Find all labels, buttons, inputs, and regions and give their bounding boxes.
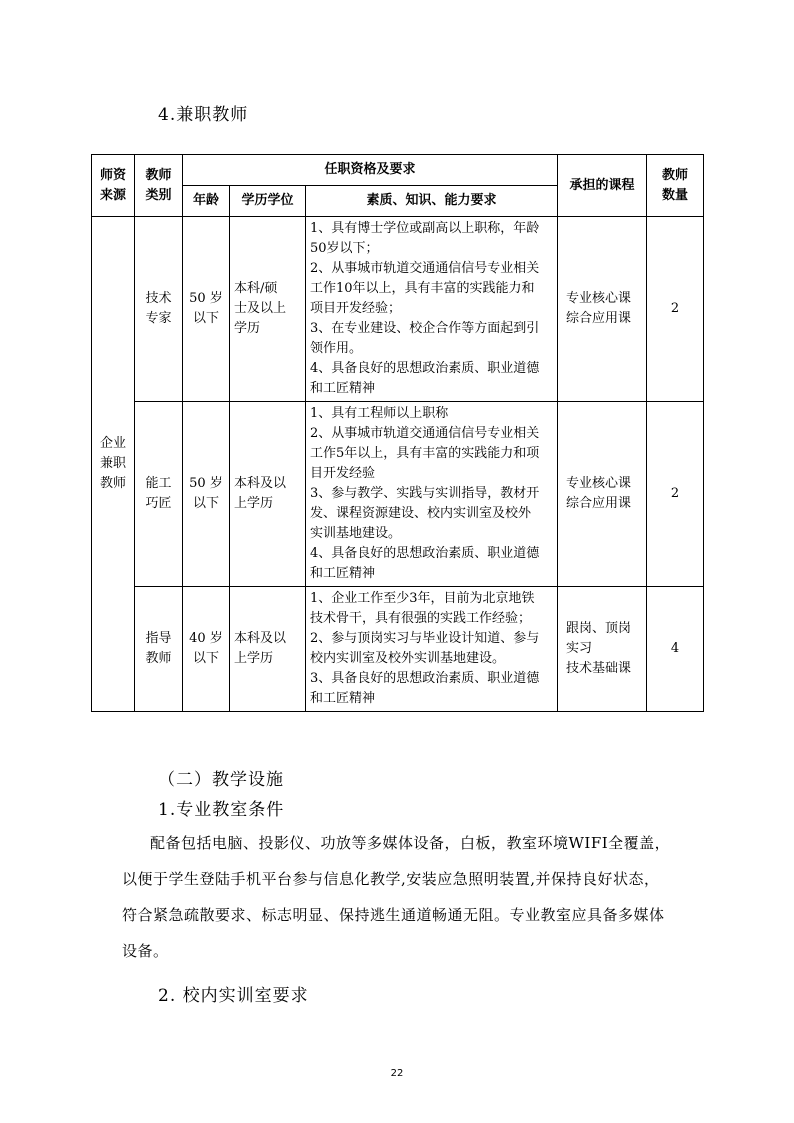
- degree-cell: 本科及以 上学历: [230, 587, 306, 712]
- type-cell: 能工 巧匠: [135, 402, 183, 587]
- section-title-teaching-facilities: （二）教学设施: [158, 770, 284, 790]
- header-ability: 素质、知识、能力要求: [306, 186, 558, 217]
- header-type: 教师 类别: [135, 155, 183, 217]
- header-qualification: 任职资格及要求: [183, 155, 558, 186]
- courses-cell: 跟岗、顶岗 实习 技术基础课: [558, 587, 647, 712]
- count-cell: 2: [647, 217, 704, 402]
- header-source: 师资 来源: [92, 155, 135, 217]
- count-cell: 4: [647, 587, 704, 712]
- courses-cell: 专业核心课 综合应用课: [558, 217, 647, 402]
- age-cell: 50 岁 以下: [183, 217, 230, 402]
- part-time-teacher-table: [91, 154, 704, 712]
- page-number: 22: [390, 1068, 404, 1079]
- age-cell: 50 岁 以下: [183, 402, 230, 587]
- classroom-paragraph: [122, 825, 682, 969]
- courses-cell: 专业核心课 综合应用课: [558, 402, 647, 587]
- subsection-classroom-conditions: 1.专业教室条件: [158, 800, 285, 820]
- table-row: [92, 587, 704, 712]
- header-age: 年龄: [183, 186, 230, 217]
- degree-cell: 本科/硕 士及以上 学历: [230, 217, 306, 402]
- age-cell: 40 岁 以下: [183, 587, 230, 712]
- paragraph-line: 以便于学生登陆手机平台参与信息化教学,安装应急照明装置,并保持良好状态，: [122, 870, 660, 888]
- subsection-training-room: 2. 校内实训室要求: [158, 986, 309, 1006]
- degree-cell: 本科及以 上学历: [230, 402, 306, 587]
- count-cell: 2: [647, 402, 704, 587]
- header-count: 教师 数量: [647, 155, 704, 217]
- header-courses: 承担的课程: [558, 155, 647, 217]
- paragraph-line: 符合紧急疏散要求、标志明显、保持逃生通道畅通无阻。专业教室应具备多媒体: [122, 906, 665, 924]
- section-heading-part-time-teachers: 4.兼职教师: [158, 105, 249, 125]
- source-cell: 企业 兼职 教师: [92, 217, 135, 712]
- header-degree: 学历学位: [230, 186, 306, 217]
- paragraph-line: 配备包括电脑、投影仪、功放等多媒体设备，白板，教室环境WIFI全覆盖，: [150, 834, 671, 852]
- paragraph-line: 设备。: [122, 942, 169, 960]
- requirements-cell: 1、企业工作至少3年，目前为北京地铁 技术骨干，具有很强的实践工作经验； 2、参与顶岗实习与毕业设计知道、参与 校内实训室及校外实训基地建设。 3、具备良好的思想政治素质、职业道德 和工匠精神: [306, 587, 558, 712]
- table-row: [92, 402, 704, 587]
- type-cell: 技术 专家: [135, 217, 183, 402]
- type-cell: 指导 教师: [135, 587, 183, 712]
- requirements-cell: 1、具有工程师以上职称 2、从事城市轨道交通通信信号专业相关 工作5年以上，具有丰富的实践能力和项 目开发经验 3、参与教学、实践与实训指导，教材开 发、课程资源建设、校内实训室及校外 实训基地建设。 4、具备良好的思想政治素质、职业道德 和工匠精神: [306, 402, 558, 587]
- requirements-cell: 1、具有博士学位或副高以上职称，年龄 50岁以下； 2、从事城市轨道交通通信信号专业相关 工作10年以上，具有丰富的实践能力和 项目开发经验； 3、在专业建设、校企合作等方面起到引 领作用。 4、具备良好的思想政治素质、职业道德 和工匠精神: [306, 217, 558, 402]
- table-row: [92, 217, 704, 402]
